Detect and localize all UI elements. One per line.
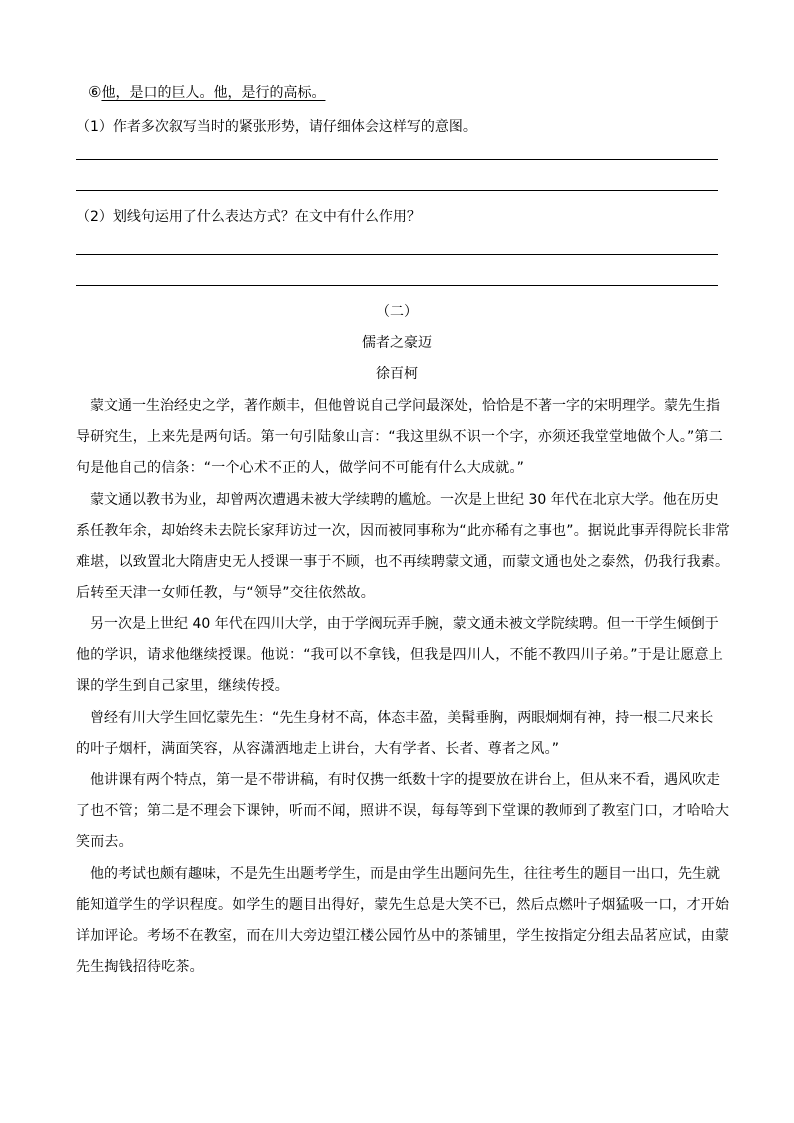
paragraph-6-line-3: 详加评论。考场不在教室，而在川大旁边望江楼公园竹丛中的茶铺里，学生按指定分组去品茗应试，由蒙 [76,928,730,944]
paragraph-6-line-1: 他的考试也颇有趣味，不是先生出题考学生，而是由学生出题问先生，往往考生的题目一出口，先生就 [90,866,720,882]
paragraph-1-line-1: 蒙文通一生治经史之学，著作颇丰，但他曾说自己学问最深处，恰恰是不著一字的宋明理学。蒙先生指 [90,398,720,414]
answer-line-1[interactable] [76,159,718,160]
question-1: （1）作者多次叙写当时的紧张形势，请仔细体会这样写的意图。 [76,119,477,135]
article-title: 儒者之豪迈 [362,335,432,351]
paragraph-3-line-2: 他的学识，请求他继续授课。他说：“我可以不拿钱，但我是四川人，不能不教四川子弟。”于是让愿意上 [76,647,723,663]
paragraph-1-line-3: 句是他自己的信条：“一个心术不正的人，做学问不可能有什么大成就。” [76,460,525,476]
paragraph-2-line-1: 蒙文通以教书为业，却曾两次遭遇未被大学续聘的尴尬。一次是上世纪 30 年代在北京大学。他在历史 [90,492,719,508]
question-2: （2）划线句运用了什么表达方式？在文中有什么作用？ [76,209,421,225]
sentence-6-marker: ⑥ [88,83,102,101]
paragraph-5-line-2: 了也不管；第二是不理会下课钟，听而不闻，照讲不误，每每等到下堂课的教师到了教室门口，才哈哈大 [76,803,730,819]
article-author: 徐百柯 [376,366,418,382]
paragraph-3-line-1: 另一次是上世纪 40 年代在四川大学，由于学阀玩弄手腕，蒙文通未被文学院续聘。但一干学生倾倒于 [90,616,719,632]
paragraph-6-line-2: 能知道学生的学识程度。如学生的题目出得好，蒙先生总是大笑不已，然后点燃叶子烟猛吸一口，才开始 [76,897,730,913]
answer-line-4[interactable] [76,285,718,286]
paragraph-1-line-2: 导研究生，上来先是两句话。第一句引陆象山言：“我这里纵不识一个字，亦须还我堂堂地做个人。”第二 [76,429,723,445]
answer-line-3[interactable] [76,254,718,255]
answer-line-2[interactable] [76,190,718,191]
paragraph-5-line-1: 他讲课有两个特点，第一是不带讲稿，有时仅携一纸数十字的提要放在讲台上，但从来不看，遇风吹走 [90,772,720,788]
sentence-6 [88,82,325,102]
paragraph-2-line-4: 后转至天津一女师任教，与“领导”交往依然故。 [76,585,375,601]
paragraph-2-line-2: 系任教年余，却始终未去院长家拜访过一次，因而被同事称为“此亦稀有之事也”。据说此事弄得院长非常 [76,523,730,539]
paragraph-4-line-2: 的叶子烟杆，满面笑容，从容潇洒地走上讲台，大有学者、长者、尊者之风。” [76,741,560,757]
paragraph-2-line-3: 难堪，以致置北大隋唐史无人授课一事于不顾，也不再续聘蒙文通，而蒙文通也处之泰然，仍我行我素。 [76,554,730,570]
paragraph-5-line-3: 笑而去。 [76,834,133,850]
sentence-6-text: 他，是口的巨人。他，是行的高标。 [101,85,326,101]
paragraph-4-line-1: 曾经有川大学生回忆蒙先生：“先生身材不高，体态丰盈，美髯垂胸，两眼炯炯有神，持一根二尺来长 [90,710,714,726]
paragraph-3-line-3: 课的学生到自己家里，继续传授。 [76,678,289,694]
section-label: （二） [376,304,418,320]
paragraph-6-line-4: 先生掏钱招待吃茶。 [76,959,204,975]
